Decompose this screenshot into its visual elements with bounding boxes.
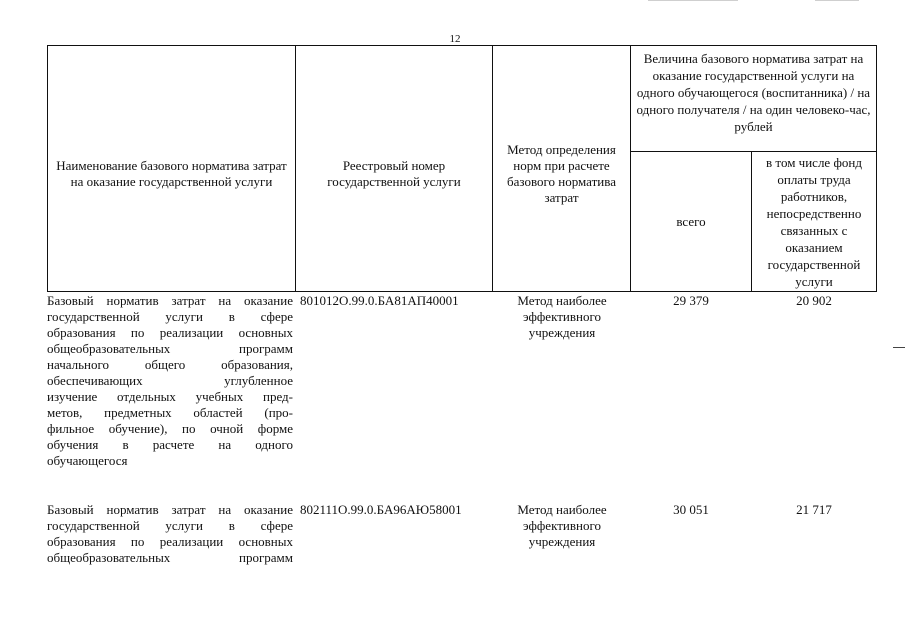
row-1-name-line: образования по реализации основных (47, 325, 293, 340)
row-2-labor: 21 717 (796, 502, 832, 517)
row-1-name (47, 293, 293, 469)
row-2-name-line: государственной услуги в сфере (47, 518, 293, 533)
row-1-name-line: изучение отдельных учебных пред- (47, 389, 293, 404)
row-1-name-line: обучающегося (47, 453, 128, 468)
header-total (630, 151, 752, 292)
row-1-labor: 20 902 (796, 293, 832, 308)
row-1-name-line: Базовый норматив затрат на оказание (47, 293, 293, 308)
scan-edge-mark (893, 347, 905, 348)
header-name-text: Наименование базового норматива затрат на оказание государственной услуги (56, 157, 287, 189)
row-1-name-line: государственной услуги в сфере (47, 309, 293, 324)
row-1-name-line: метов, предметных областей (про- (47, 405, 293, 420)
header-value-group-text: Величина базового норматива затрат на оказание государственной услуги на одного обучающегося (воспитанника) / на одного получателя / на один человеко-час, рублей (636, 51, 871, 134)
scan-top-rule-right (815, 0, 859, 1)
row-1-method: Метод наиболее эффективного учреждения (517, 293, 607, 340)
row-1-name-line: обучения в расчете на одного (47, 437, 293, 452)
row-1-total: 29 379 (673, 293, 709, 308)
row-1-name-line: фильное обучение), по очной форме (47, 421, 293, 436)
row-2-name-line: образования по реализации основных (47, 534, 293, 549)
header-total-text: всего (676, 213, 706, 229)
row-2-registry: 802111О.99.0.БА96АЮ58001 (300, 502, 462, 517)
header-method (492, 45, 631, 292)
scan-top-rule (648, 0, 738, 1)
row-1-registry: 801012О.99.0.БА81АП40001 (300, 293, 459, 308)
row-2-total: 30 051 (673, 502, 709, 517)
row-2-method: Метод наиболее эффективного учреждения (517, 502, 607, 549)
row-2-name-line: общеобразовательных программ (47, 550, 293, 565)
row-1-name-line: общеобразовательных программ (47, 341, 293, 356)
header-registry-text: Реестровый номер государственной услуги (327, 157, 461, 189)
header-labor (751, 151, 877, 292)
row-1-name-line: начального общего образования, (47, 357, 293, 372)
row-1-name-line: обеспечивающих углубленное (47, 373, 293, 388)
header-name (47, 45, 296, 292)
row-2-name (47, 502, 293, 566)
header-value-group (630, 45, 877, 152)
header-registry (295, 45, 493, 292)
header-labor-text: в том числе фонд оплаты труда работников, непосредственно связанных с оказанием государственной услуги (766, 155, 862, 289)
row-2-name-line: Базовый норматив затрат на оказание (47, 502, 293, 517)
page-number: 12 (449, 33, 461, 45)
header-method-text: Метод определения норм при расчете базового норматива затрат (507, 141, 616, 205)
